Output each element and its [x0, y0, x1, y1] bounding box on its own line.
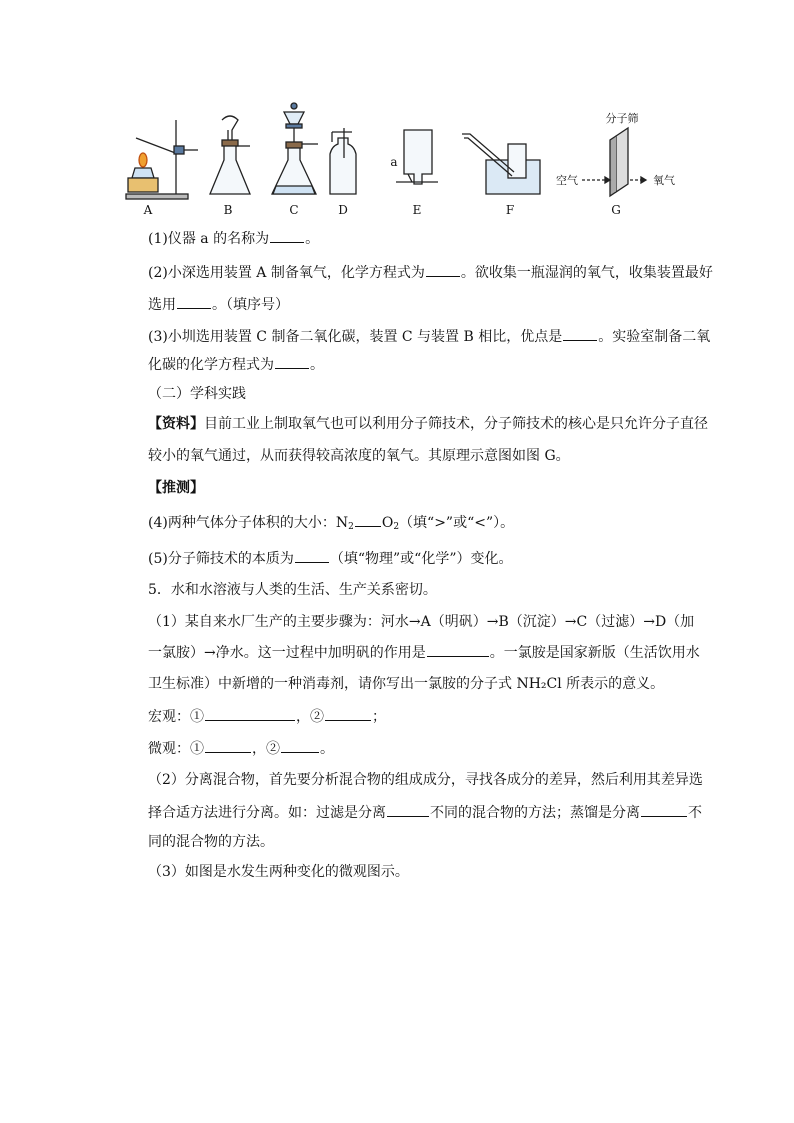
p5q2-line-2: 择合适方法进行分离。如：过滤是分离 不同的混合物的方法；蒸馏是分离 不 [148, 802, 702, 823]
q3-blank-1[interactable] [563, 326, 597, 341]
micro-blank-2[interactable] [281, 738, 319, 753]
q2-blank-1[interactable] [426, 262, 460, 277]
macro-line: 宏观：① ，② ； [148, 706, 386, 727]
p5q2-line-1: （2）分离混合物，首先要分析混合物的组成成分，寻找各成分的差异，然后利用其差异选 [148, 772, 703, 788]
q5-line: (5)分子筛技术的本质为 （填“物理”或“化学”）变化。 [148, 548, 512, 569]
q4-line: (4)两种气体分子体积的大小：$N_2$ $O_2$（填“>”或“<”）。 [148, 512, 514, 537]
apparatus-a-icon [126, 120, 198, 199]
q3-line-2: 化碳的化学方程式为 。 [148, 354, 324, 375]
info-line-2: 较小的氧气通过，从而获得较高浓度的氧气。其原理示意图如图 G。 [148, 448, 570, 464]
problem-5-title: 5．水和水溶液与人类的生活、生产关系密切。 [148, 582, 437, 598]
label-b: B [223, 203, 233, 217]
q2-line-2: 选用 。（填序号） [148, 294, 289, 315]
apparatus-d-icon [330, 128, 356, 194]
sieve-label: 分子筛 [605, 112, 639, 125]
apparatus-figure [112, 98, 712, 222]
guess-heading: 【推测】 [148, 480, 204, 496]
p5q2-blank-2[interactable] [641, 802, 687, 817]
apparatus-f-icon [462, 134, 540, 194]
info-line-1: 【资料】目前工业上制取氧气也可以利用分子筛技术，分子筛技术的核心是只允许分子直径 [148, 416, 708, 432]
p5q2-blank-1[interactable] [387, 802, 429, 817]
q3-blank-2[interactable] [275, 354, 309, 369]
p5q1-line-1: （1）某自来水厂生产的主要步骤为：河水→A（明矾）→B（沉淀）→C（过滤）→D（加 [148, 614, 695, 630]
apparatus-b-icon [210, 116, 250, 194]
q1-line: (1)仪器 a 的名称为 。 [148, 228, 319, 249]
q1-blank[interactable] [270, 228, 304, 243]
macro-blank-2[interactable] [325, 706, 371, 721]
micro-blank-1[interactable] [205, 738, 251, 753]
label-a: A [143, 203, 153, 217]
p5q2-line-3: 同的混合物的方法。 [148, 834, 274, 850]
label-instrument-a: a [390, 155, 398, 169]
q2-line-1: (2)小深选用装置 A 制备氧气，化学方程式为 。欲收集一瓶湿润的氧气，收集装置最好 [148, 262, 713, 283]
molecular-sieve-icon [582, 128, 646, 196]
label-e: E [412, 203, 422, 217]
section-2-heading: （二）学科实践 [148, 386, 246, 402]
label-f: F [505, 203, 515, 217]
q2-blank-2[interactable] [177, 294, 211, 309]
q4-blank[interactable] [355, 512, 381, 527]
label-d: D [338, 203, 348, 217]
air-label: 空气 [556, 174, 578, 187]
p5q1-line-2: 一氯胺）→净水。这一过程中加明矾的作用是 。一氯胺是国家新版（生活饮用水 [148, 642, 700, 663]
oxygen-label: 氧气 [653, 174, 675, 187]
micro-line: 微观：① ，② 。 [148, 738, 334, 759]
apparatus-c-icon [272, 103, 318, 194]
label-g: G [611, 203, 621, 217]
p5q1-line-3: 卫生标准）中新增的一种消毒剂，请你写出一氯胺的分子式 NH₂Cl 所表示的意义。 [148, 676, 665, 692]
apparatus-e-icon [396, 130, 438, 184]
q3-line-1: (3)小圳选用装置 C 制备二氧化碳，装置 C 与装置 B 相比，优点是 。实验室制备二氧 [148, 326, 710, 347]
p5q3-line: （3）如图是水发生两种变化的微观图示。 [148, 864, 409, 880]
p5q1-blank[interactable] [427, 642, 489, 657]
q5-blank[interactable] [295, 548, 329, 563]
macro-blank-1[interactable] [205, 706, 295, 721]
label-c: C [289, 203, 299, 217]
